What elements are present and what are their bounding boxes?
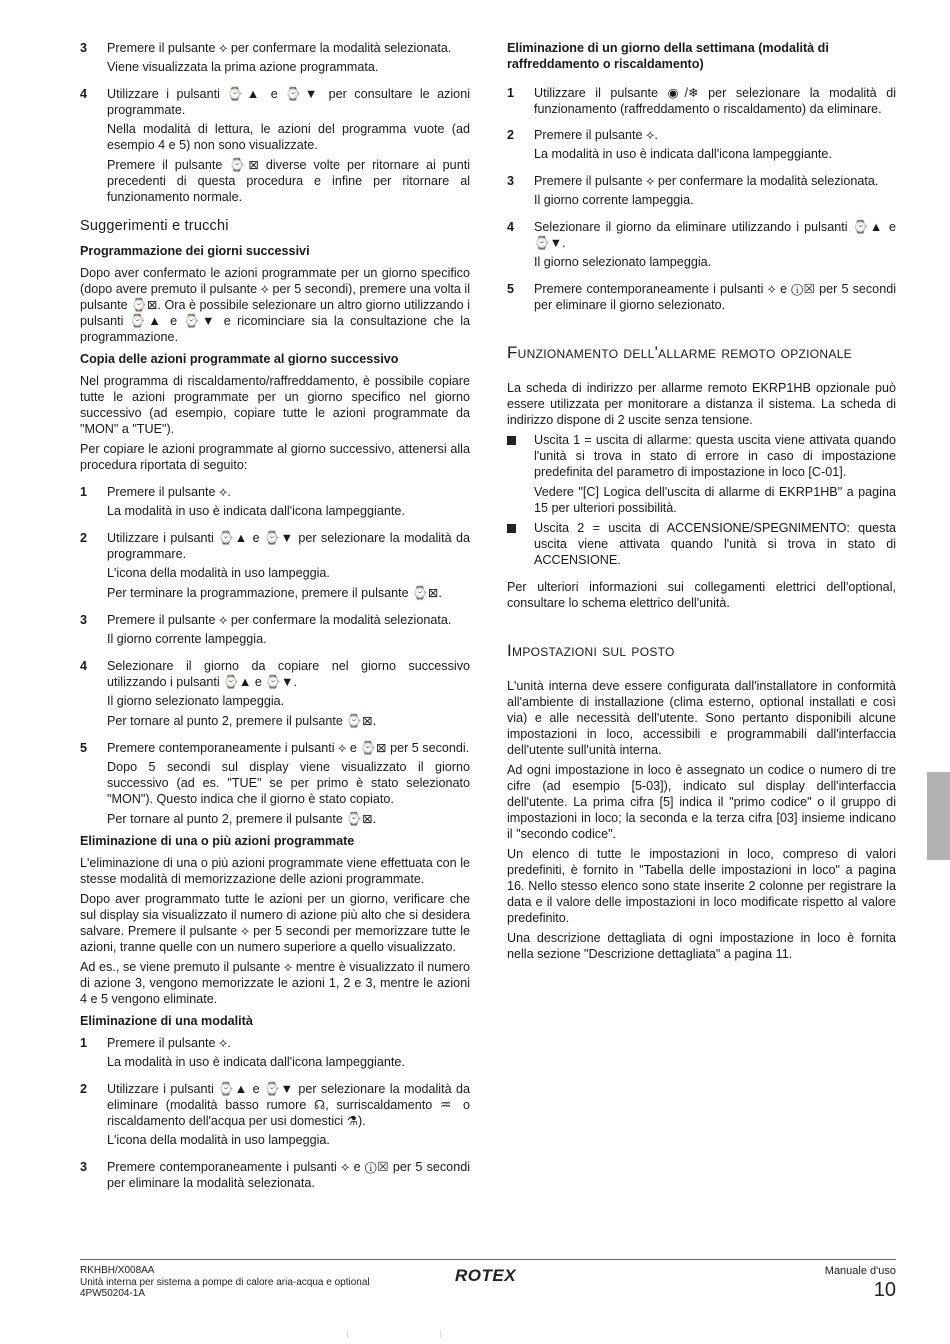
delete-mode-steps [80, 1035, 470, 1191]
field-settings-paragraph: Ad ogni impostazione in loco è assegnato un codice o numero di tre cifre (ad esempio [5-03]), indicato sul display dell'interfaccia dell'utente. La prima cifra [5] indica il "primo codice" o il gruppo di impostazioni in loco; la seconda e la terza cifra [03] insieme indicano il "secondo codice". [507, 763, 896, 841]
step-text: Utilizzare i pulsanti ⌚▲ e ⌚▼ per selezionare la modalità da eliminare (modalità basso rumore ☊, surriscaldamento ♒ o riscaldamento dell'acqua per usi domestici ⚗). [107, 1082, 470, 1128]
step-number: 3 [507, 174, 515, 188]
rotex-logo: ROTEX [455, 1266, 517, 1285]
step-number: 3 [80, 1160, 88, 1174]
step-number: 2 [507, 128, 515, 142]
delete-actions-heading: Eliminazione di una o più azioni programmate [80, 834, 355, 848]
step [80, 740, 470, 756]
part-number: 4PW50204-1A [80, 1288, 146, 1299]
field-settings-heading: Impostazioni sul posto [507, 641, 675, 660]
step [80, 530, 470, 562]
step-text: Utilizzare il pulsante ◉/❄ per selezionare la modalità di funzionamento (raffreddamento o riscaldamento) da eliminare. [534, 86, 896, 116]
step-text: Premere contemporaneamente i pulsanti ⟡ e ⌚⊠ per 5 secondi. [107, 741, 470, 755]
step [80, 658, 470, 690]
step-note: L'icona della modalità in uso lampeggia. [107, 1133, 330, 1147]
scan-mark [347, 1330, 348, 1338]
bullet-square [507, 524, 516, 533]
step-text: Utilizzare i pulsanti ⌚▲ e ⌚▼ per selezionare la modalità da programmare. [107, 531, 470, 561]
step-text: Premere il pulsante ⟡. [107, 485, 231, 499]
alarm-outro: Per ulteriori informazioni sui collegamenti elettrici dell'optional, consultare lo schema elettrico dell'unità. [507, 580, 896, 610]
step-note: Il giorno selezionato lampeggia. [107, 694, 285, 708]
step-number: 1 [80, 485, 88, 499]
step-text: Premere il pulsante ⟡ per confermare la modalità selezionata. [107, 41, 452, 55]
step [80, 612, 470, 628]
step [80, 1081, 470, 1129]
copy-steps [80, 484, 470, 827]
delete-day-steps [507, 85, 896, 313]
alarm-intro: La scheda di indirizzo per allarme remoto EKRP1HB opzionale può essere utilizzata per monitorare a distanza il sistema. La scheda di indirizzo dispone di 2 uscite senza tensione. [507, 381, 896, 427]
step [507, 85, 896, 117]
step [80, 86, 470, 118]
step-number: 2 [80, 1082, 88, 1096]
copy-paragraph: Nel programma di riscaldamento/raffreddamento, è possibile copiare tutte le azioni programmate per un giorno specifico nel giorno successivo (ad esempio, copiare tutte le azioni programmate da "MON" a "TUE"). [80, 374, 470, 436]
step-note: Nella modalità di lettura, le azioni del programma vuote (ad esempio 4 e 5) non sono visualizzate. [107, 122, 470, 152]
step [80, 484, 470, 500]
footer-page-info [825, 1265, 896, 1303]
step-number: 1 [507, 86, 515, 100]
page-number: 10 [873, 1279, 896, 1301]
step-note: Premere il pulsante ⌚⊠ diverse volte per ritornare ai punti precedenti di questa procedura e infine per ritornare al funzionamento normale. [107, 158, 470, 204]
step-number: 2 [80, 531, 88, 545]
step-note: L'icona della modalità in uso lampeggia. [107, 566, 330, 580]
step [507, 281, 896, 313]
step-text: Selezionare il giorno da eliminare utilizzando i pulsanti ⌚▲ e ⌚▼. [534, 220, 896, 250]
step-note: La modalità in uso è indicata dall'icona lampeggiante. [534, 147, 832, 161]
step-text: Premere il pulsante ⟡ per confermare la modalità selezionata. [534, 174, 879, 188]
step-number: 5 [507, 282, 515, 296]
step-note: Per terminare la programmazione, premere il pulsante ⌚⊠. [107, 586, 442, 600]
alarm-heading: Funzionamento dell'allarme remoto opzionale [507, 343, 852, 362]
step-text: Utilizzare i pulsanti ⌚▲ e ⌚▼ per consultare le azioni programmate. [107, 87, 470, 117]
step-note: Il giorno selezionato lampeggia. [534, 255, 712, 269]
step [507, 173, 896, 189]
field-settings-paragraph: L'unità interna deve essere configurata dall'installatore in conformità all'ambiente di installazione (clima esterno, optional installati e così via) e alle necessità dell'utente. Sono pertanto disponibili alcune impostazioni in loco, accessibili e programmabili dall'interfaccia dell'utente sull'unità interna. [507, 679, 896, 757]
step-note: La modalità in uso è indicata dall'icona lampeggiante. [107, 1055, 405, 1069]
scan-mark [440, 1330, 441, 1338]
step-number: 5 [80, 741, 88, 755]
step-note: Dopo 5 secondi sul display viene visualizzato il giorno successivo (ad es. "TUE" se per primo è stato selezionato "MON"). Questo indica che il giorno è stato copiato. [107, 760, 470, 806]
delete-mode-heading: Eliminazione di una modalità [80, 1014, 253, 1028]
step-text: Selezionare il giorno da copiare nel giorno successivo utilizzando i pulsanti ⌚▲ e ⌚▼. [107, 659, 470, 689]
step-note: Il giorno corrente lampeggia. [534, 193, 694, 207]
left-column [80, 40, 470, 1194]
manual-label: Manuale d'uso [824, 1265, 896, 1277]
step-text: Premere il pulsante ⟡. [534, 128, 658, 142]
step-text: Premere contemporaneamente i pulsanti ⟡ e ⓘ☒ per 5 secondi per eliminare il giorno selezionato. [534, 282, 896, 312]
bullet-square [507, 436, 516, 445]
bullet-text: Uscita 2 = uscita di ACCENSIONE/SPEGNIMENTO: questa uscita viene attivata quando l'unità si trova in stato di ACCENSIONE. [534, 521, 896, 567]
step-number: 1 [80, 1036, 88, 1050]
step-number: 4 [80, 87, 88, 101]
field-settings-paragraph: Una descrizione dettagliata di ogni impostazione in loco è fornita nella sezione "Descrizione dettagliata" a pagina 11. [507, 931, 896, 961]
bullet-text: Uscita 1 = uscita di allarme: questa uscita viene attivata quando l'unità si trova in stato di errore in caso di impostazione predefinita del parametro di impostazione in loco [C-01]. [534, 433, 896, 479]
delete-actions-paragraph: Ad es., se viene premuto il pulsante ⟡ mentre è visualizzato il numero di azione 3, vengono memorizzate le azioni 1, 2 e 3, mentre le azioni 4 e 5 vengono eliminate. [80, 960, 470, 1006]
copy-paragraph: Per copiare le azioni programmate al giorno successivo, attenersi alla procedura riportata di seguito: [80, 442, 470, 472]
next-days-heading: Programmazione dei giorni successivi [80, 244, 310, 258]
step-text: Premere il pulsante ⟡ per confermare la modalità selezionata. [107, 613, 452, 627]
footer-info [80, 1265, 370, 1300]
step-note: Per tornare al punto 2, premere il pulsante ⌚⊠. [107, 812, 377, 826]
step-note: La modalità in uso è indicata dall'icona lampeggiante. [107, 504, 405, 518]
chapter-tab [927, 772, 950, 860]
intro-steps [80, 40, 470, 205]
step-note: Il giorno corrente lampeggia. [107, 632, 267, 646]
delete-actions-paragraph: L'eliminazione di una o più azioni programmate viene effettuata con le stesse modalità di memorizzazione delle azioni programmate. [80, 856, 470, 886]
tips-title: Suggerimenti e trucchi [80, 218, 229, 234]
doc-code: RKHBH/X008AA [80, 1265, 155, 1276]
copy-heading: Copia delle azioni programmate al giorno successivo [80, 352, 399, 366]
step-number: 3 [80, 41, 88, 55]
step [80, 1159, 470, 1191]
step-number: 3 [80, 613, 88, 627]
delete-day-heading: Eliminazione di un giorno della settimana (modalità di raffreddamento o riscaldamento) [507, 41, 829, 71]
footer-rule [80, 1259, 896, 1260]
bullet-item [507, 432, 896, 480]
step-text: Premere il pulsante ⟡. [107, 1036, 231, 1050]
doc-description: Unità interna per sistema a pompe di calore aria-acqua e optional [80, 1276, 370, 1288]
delete-actions-paragraph: Dopo aver programmato tutte le azioni per un giorno, verificare che sul display sia visualizzato il numero di azione più alto che si desidera salvare. Premere il pulsante ⟡ per 5 secondi per memorizzare tutte le azioni, tranne quelle con un numero superiore a quello visualizzato. [80, 892, 470, 954]
step-note: Viene visualizzata la prima azione programmata. [107, 60, 379, 74]
step [80, 1035, 470, 1051]
step-text: Premere contemporaneamente i pulsanti ⟡ e ⓘ☒ per 5 secondi per eliminare la modalità selezionata. [107, 1160, 470, 1190]
step-number: 4 [507, 220, 515, 234]
bullet-item [507, 520, 896, 568]
right-column [507, 40, 896, 966]
step-note: Per tornare al punto 2, premere il pulsante ⌚⊠. [107, 714, 377, 728]
bullet-note: Vedere "[C] Logica dell'uscita di allarme di EKRP1HB" a pagina 15 per ulteriori possibilità. [534, 485, 896, 515]
step [507, 127, 896, 143]
step-number: 4 [80, 659, 88, 673]
step [80, 40, 470, 56]
step [507, 219, 896, 251]
field-settings-paragraph: Un elenco di tutte le impostazioni in loco, compreso di valori predefiniti, è fornito in "Tabella delle impostazioni in loco" a pagina 16. Nello stesso elenco sono state inserite 2 colonne per registrare la data e il valore delle impostazioni in loco modificate rispetto al valore predefinito. [507, 847, 896, 925]
next-days-text: Dopo aver confermato le azioni programmate per un giorno specifico (dopo avere premuto il pulsante ⟡ per 5 secondi), premere una volta il pulsante ⌚⊠. Ora è possibile selezionare un altro giorno utilizzando i pulsanti ⌚▲ e ⌚▼ e ricominciare sia la consultazione che la programmazione. [80, 266, 470, 344]
